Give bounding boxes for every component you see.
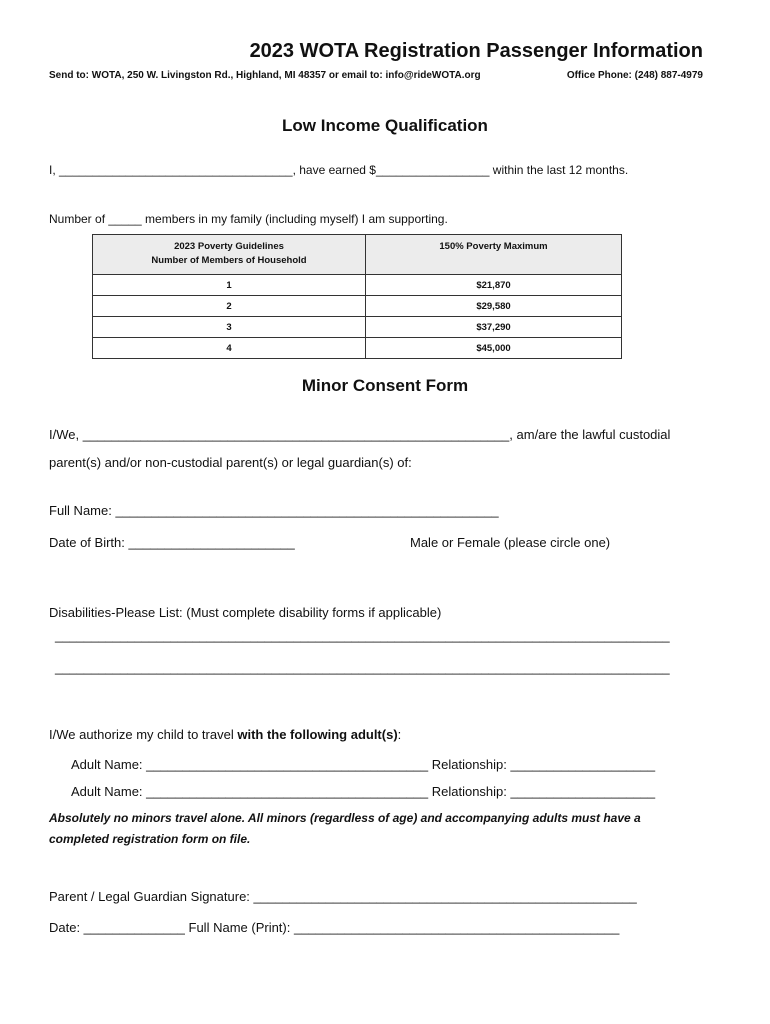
table-row: [93, 338, 622, 359]
earned-statement: I, ___________________________________, have earned $_________________ within the last 12 months.: [49, 163, 629, 177]
disabilities-label: Disabilities-Please List: (Must complete disability forms if applicable): [49, 605, 442, 620]
adult-name-field[interactable]: Adult Name: _______________________________________ Relationship: ____________________: [71, 757, 656, 772]
full-name-field[interactable]: Full Name: _____________________________________________________: [49, 503, 499, 518]
disabilities-line[interactable]: _____________________________________________________________________________________: [55, 660, 670, 675]
adult-name-field[interactable]: Adult Name: _______________________________________ Relationship: ____________________: [71, 784, 656, 799]
members-column-header: [93, 235, 366, 275]
members-cell: 3: [93, 317, 366, 338]
warning-line: Absolutely no minors travel alone. All minors (regardless of age) and accompanying adults must have a: [49, 811, 641, 825]
authorize-colon: :: [397, 727, 402, 742]
warning-line: completed registration form on file.: [49, 832, 251, 846]
authorize-statement: [49, 727, 401, 742]
table-row: [93, 296, 622, 317]
poverty-guidelines-table: [92, 234, 622, 359]
minor-consent-heading: Minor Consent Form: [301, 376, 469, 395]
table-header-row: [93, 235, 622, 275]
maximum-cell: $45,000: [366, 338, 622, 359]
members-cell: 1: [93, 275, 366, 296]
table-row: [93, 275, 622, 296]
disabilities-line[interactable]: _____________________________________________________________________________________: [55, 628, 670, 643]
maximum-cell: $29,580: [366, 296, 622, 317]
send-to-address: Send to: WOTA, 250 W. Livingston Rd., Highland, MI 48357 or email to: info@rideWOTA.org: [49, 70, 481, 81]
page-title: 2023 WOTA Registration Passenger Information: [249, 40, 703, 62]
gender-selection[interactable]: Male or Female (please circle one): [410, 535, 611, 550]
members-header-line1: 2023 Poverty Guidelines: [174, 241, 284, 252]
members-cell: 4: [93, 338, 366, 359]
guardian-signature-field[interactable]: Parent / Legal Guardian Signature: _____________________________________________________: [49, 889, 637, 904]
guardian-statement: parent(s) and/or non-custodial parent(s) or legal guardian(s) of:: [49, 455, 412, 470]
maximum-cell: $21,870: [366, 275, 622, 296]
members-cell: 2: [93, 296, 366, 317]
custodial-statement: I/We, ___________________________________________________________, am/are the lawful custodial: [49, 427, 671, 442]
maximum-cell: $37,290: [366, 317, 622, 338]
maximum-column-header: 150% Poverty Maximum: [366, 235, 622, 275]
table-row: [93, 317, 622, 338]
date-of-birth-field[interactable]: Date of Birth: _______________________: [49, 535, 295, 550]
date-and-print-name-field[interactable]: Date: ______________ Full Name (Print): _____________________________________________: [49, 920, 620, 935]
authorize-text: I/We authorize my child to travel: [49, 727, 238, 742]
members-statement: Number of _____ members in my family (including myself) I am supporting.: [49, 212, 448, 226]
members-header-line2: Number of Members of Household: [151, 255, 307, 266]
authorize-emphasis: with the following adult(s): [237, 727, 398, 742]
office-phone: Office Phone: (248) 887-4979: [566, 70, 703, 81]
low-income-heading: Low Income Qualification: [282, 116, 488, 135]
